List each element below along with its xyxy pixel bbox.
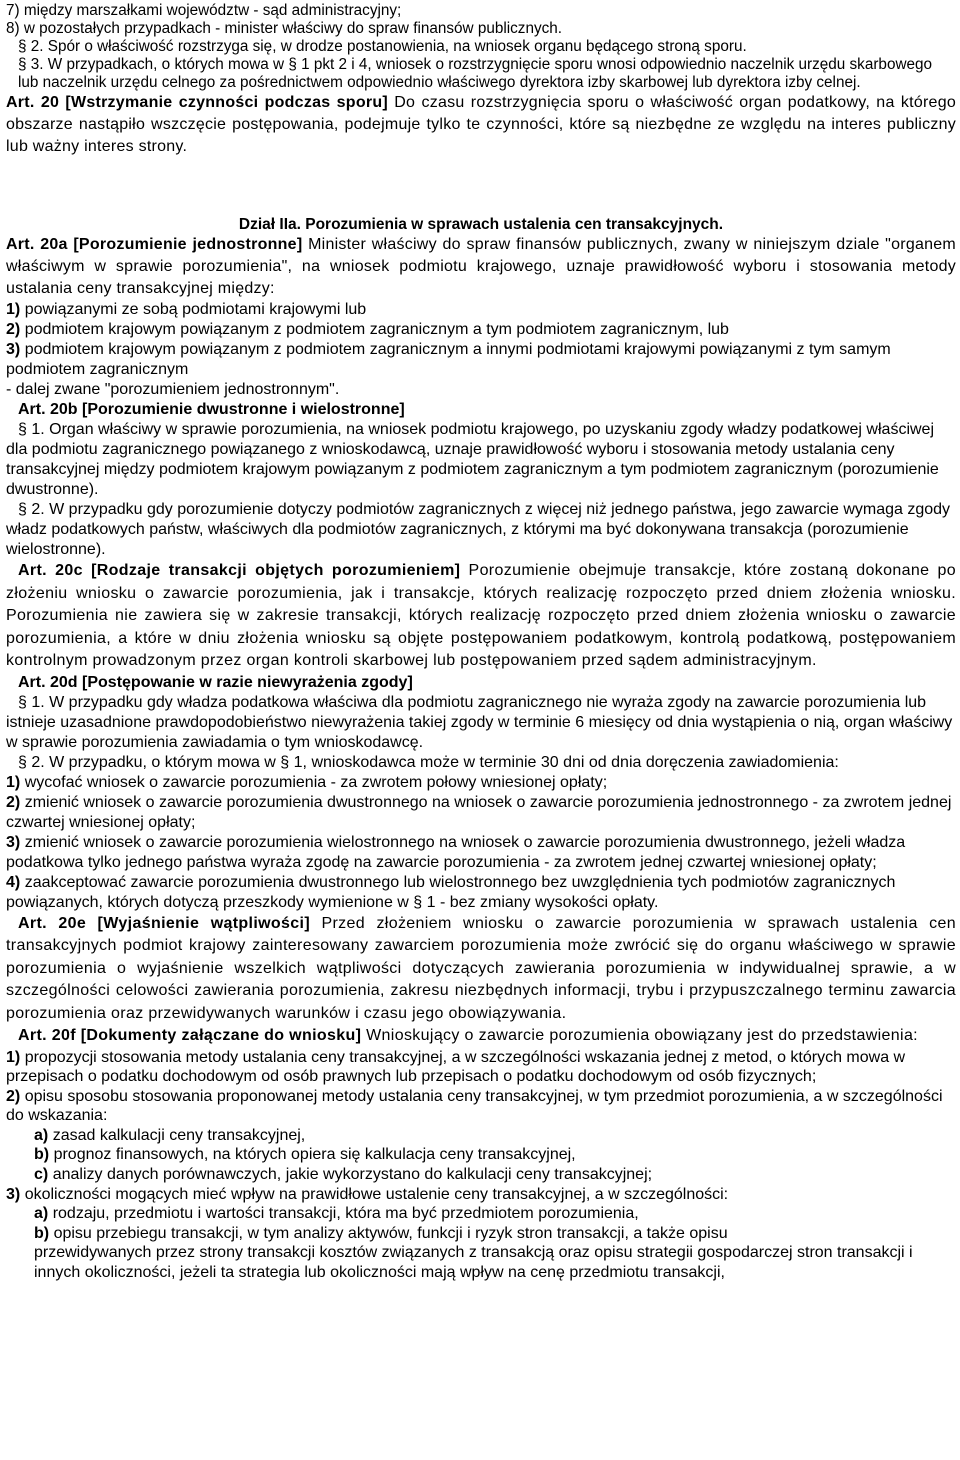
item-number: 2) xyxy=(6,1087,21,1105)
item-number: 1) xyxy=(6,1048,21,1066)
article-20f-heading: Art. 20f [Dokumenty załączane do wniosku] xyxy=(18,1027,362,1044)
item-text: zaakceptować zawarcie porozumienia dwustronnego lub wielostronnego bez uwzględnienia tych podmiotów zagranicznych powiązanych, których dotyczą przeszkody wymienione w § 1 - bez zmiany wysokości opłaty. xyxy=(6,873,896,911)
article-20a-heading: Art. 20a [Porozumienie jednostronne] xyxy=(6,236,303,253)
article-20e-text: Przed złożeniem wniosku o zawarcie porozumienia w sprawach ustalenia cen transakcyjnych podmiot krajowy zainteresowany zawarciem porozumienia może zwrócić się do organu właściwego w sprawie porozumienia o wyjaśnienie wszelkich wątpliwości dotyczących zawierania porozumienia w indywidualnej sprawie, a w szczególności celowości zawierania porozumienia, zakresu niezbędnych informacji, trybu i przypuszczalnego terminu zawarcia porozumienia oraz przewidywanych warunków i czasu jego obowiązywania. xyxy=(6,914,956,1022)
list-item xyxy=(6,320,956,340)
article-20d-p1: § 1. W przypadku gdy władza podatkowa właściwa dla podmiotu zagranicznego nie wyraża zgody na zawarcie porozumienia lub istnieje uzasadnione prawdopodobieństwo niewyrażenia takiej zgody w terminie 6 miesięcy od dnia wystąpienia o nią, organ właściwy w sprawie porozumienia zawiadamia o tym wnioskodawcę. xyxy=(6,693,953,751)
sub-item xyxy=(6,1165,956,1185)
article-20a xyxy=(6,234,956,300)
article-20b-heading: Art. 20b [Porozumienie dwustronne i wielostronne] xyxy=(18,401,405,418)
list-item xyxy=(6,300,956,320)
list-item xyxy=(6,1048,956,1087)
item-letter: b) xyxy=(34,1224,50,1242)
article-20-text: Do czasu rozstrzygnięcia sporu o właściwość organ podatkowy, na którego obszarze nastąpiło wszczęcie postępowania, podejmuje tylko te czynności, które są niezbędne ze względu na interes publiczny lub ważny interes strony. xyxy=(6,94,956,155)
paragraph-2: § 2. Spór o właściwość rozstrzyga się, w drodze postanowienia, na wniosek organu będącego stroną sporu. xyxy=(18,38,747,55)
item-text: podmiotem krajowym powiązanym z podmiotem zagranicznym a tym podmiotem zagranicznym, lub xyxy=(24,321,729,338)
article-20d-heading: Art. 20d [Postępowanie w razie niewyrażenia zgody] xyxy=(18,673,413,691)
line-8: 8) w pozostałych przypadkach - minister właściwy do spraw finansów publicznych. xyxy=(6,20,563,37)
sub-item xyxy=(6,1224,956,1244)
item-text: wycofać wniosek o zawarcie porozumienia - za zwrotem połowy wniesionej opłaty; xyxy=(24,773,608,791)
item-text: opisu sposobu stosowania proponowanej metody ustalania ceny transakcyjnej, w tym przedmiot porozumienia, a w szczególności do wskazania: xyxy=(6,1087,943,1125)
item-text: prognoz finansowych, na których opiera się kalkulacja ceny transakcyjnej, xyxy=(53,1146,576,1164)
list-item xyxy=(6,873,956,913)
item-number: 2) xyxy=(6,321,21,338)
item-text: okoliczności mogących mieć wpływ na prawidłowe ustalenie ceny transakcyjnej, a w szczególności: xyxy=(24,1185,729,1203)
article-20b-p2: § 2. W przypadku gdy porozumienie dotyczy podmiotów zagranicznych z więcej niż jednego państwa, jego zawarcie wymaga zgody władz podatkowych państw, właściwych dla podmiotów zagranicznych, z którymi ma być dokonywana transakcja (porozumienie wielostronne). xyxy=(6,501,951,558)
article-20c xyxy=(6,560,956,673)
sub-item xyxy=(6,1145,956,1165)
item-text: zmienić wniosek o zawarcie porozumienia dwustronnego na wniosek o zawarcie porozumienia jednostronnego - za zwrotem jednej czwartej wniesionej opłaty; xyxy=(6,793,952,831)
article-20f xyxy=(6,1025,956,1048)
list-item xyxy=(6,1185,956,1205)
item-number: 3) xyxy=(6,833,21,851)
item-number: 4) xyxy=(6,873,21,891)
line-7: 7) między marszałkami województw - sąd administracyjny; xyxy=(6,2,402,19)
article-20b-p1: § 1. Organ właściwy w sprawie porozumienia, na wniosek podmiotu krajowego, po uzyskaniu zgody władzy podatkowej właściwej dla podmiotu zagranicznego powiązanego z wnioskodawcą, uznaje prawidłowość wyboru i stosowania metody ustalania ceny transakcyjnej między podmiotem krajowym powiązanym z podmiotem zagranicznym a tym podmiotem zagranicznym (porozumienie dwustronne). xyxy=(6,421,939,498)
item-text: zmienić wniosek o zawarcie porozumienia wielostronnego na wniosek o zawarcie porozumienia dwustronnego, jeżeli władza podatkowa tylko jednego państwa wyraża zgodę na zawarcie porozumienia - za zwrotem jednej czwartej wniesionej opłaty; xyxy=(6,833,906,871)
item-text: propozycji stosowania metody ustalania ceny transakcyjnej, a w szczególności wskazania jednej z metod, o których mowa w przepisach o podatku dochodowym od osób prawnych lub przepisach o podatku dochodowym od osób fizycznych; xyxy=(6,1048,906,1086)
sub-item xyxy=(6,1204,956,1224)
item-number: 2) xyxy=(6,793,21,811)
article-20a-list xyxy=(6,300,956,400)
article-20c-heading: Art. 20c [Rodzaje transakcji objętych porozumieniem] xyxy=(18,562,461,579)
sub-item xyxy=(6,1126,956,1146)
article-20 xyxy=(6,92,956,158)
item-letter: b) xyxy=(34,1146,50,1164)
article-20e-heading: Art. 20e [Wyjaśnienie wątpliwości] xyxy=(18,914,311,932)
item-letter: c) xyxy=(34,1166,49,1184)
item-letter: a) xyxy=(34,1205,49,1223)
paragraph-3: § 3. W przypadkach, o których mowa w § 1 pkt 2 i 4, wniosek o rozstrzygnięcie sporu wnosi odpowiednio naczelnik urzędu skarbowego lub naczelnik urzędu celnego za pośrednictwem odpowiednio właściwego dyrektora izby skarbowej lub dyrektora izby celnej. xyxy=(18,56,933,91)
item-number: 3) xyxy=(6,1185,21,1203)
item-text: powiązanymi ze sobą podmiotami krajowymi lub xyxy=(24,301,367,318)
item-number: 1) xyxy=(6,773,21,791)
item-text: analizy danych porównawczych, jakie wykorzystano do kalkulacji ceny transakcyjnej; xyxy=(52,1166,653,1184)
item-text: zasad kalkulacji ceny transakcyjnej, xyxy=(52,1126,306,1144)
section-title: Dział IIa. Porozumienia w sprawach ustalenia cen transakcyjnych. xyxy=(238,216,724,233)
list-item xyxy=(6,773,956,793)
item-text: rodzaju, przedmiotu i wartości transakcji, która ma być przedmiotem porozumienia, xyxy=(52,1205,639,1223)
article-20f-text: Wnioskujący o zawarcie porozumienia obowiązany jest do przedstawienia: xyxy=(361,1027,918,1044)
list-item xyxy=(6,833,956,873)
article-20d-p2: § 2. W przypadku, o którym mowa w § 1, wnioskodawca może w terminie 30 dni od dnia doręczenia zawiadomienia: xyxy=(18,753,839,771)
article-20a-text: Minister właściwy do spraw finansów publicznych, zwany w niniejszym dziale "organem właściwym w sprawie porozumienia", na wniosek podmiotu krajowego, uznaje prawidłowość wyboru i stosowania metody ustalania ceny transakcyjnej między: xyxy=(6,236,957,297)
item-letter: a) xyxy=(34,1126,49,1144)
item-number: 3) xyxy=(6,341,21,358)
list-item xyxy=(6,793,956,833)
article-20a-tail: - dalej zwane "porozumieniem jednostronnym". xyxy=(6,381,340,398)
item-text: podmiotem krajowym powiązanym z podmiotem zagranicznym a innymi podmiotami krajowymi powiązanymi z tym samym podmiotem zagranicznym xyxy=(6,341,891,378)
article-20-heading: Art. 20 [Wstrzymanie czynności podczas sporu] xyxy=(6,94,388,111)
item-number: 1) xyxy=(6,301,21,318)
item-text: opisu przebiegu transakcji, w tym analizy aktywów, funkcji i ryzyk stron transakcji, a także opisu xyxy=(53,1224,728,1242)
article-20b xyxy=(6,400,956,560)
article-20e xyxy=(6,913,956,1026)
list-item xyxy=(6,1087,956,1126)
sub-item-continuation: przewidywanych przez strony transakcji kosztów związanych z transakcją oraz opisu strategii gospodarczej stron transakcji i innych okoliczności, jeżeli ta strategia lub okoliczności mają wpływ na cenę przedmiotu transakcji, xyxy=(34,1244,913,1282)
article-20f-list xyxy=(6,1048,956,1283)
list-item xyxy=(6,340,956,380)
article-20c-text: Porozumienie obejmuje transakcje, które zostaną dokonane po złożeniu wniosku o zawarcie porozumienia, jak i transakcje, których realizację rozpoczęto przed dniem złożenia wniosku. Porozumienia nie zawiera się w zakresie transakcji, których realizację rozpoczęto przed dniem złożenia wniosku o zawarcie porozumienia, a które w dniu złożenia wniosku są objęte postępowaniem podatkowym, kontrolą podatkową, postępowaniem kontrolnym prowadzonym przez organ kontroli skarbowej lub postępowaniem przed sądem administracyjnym. xyxy=(6,562,957,669)
article-20d xyxy=(6,673,956,913)
spacer xyxy=(6,158,956,212)
